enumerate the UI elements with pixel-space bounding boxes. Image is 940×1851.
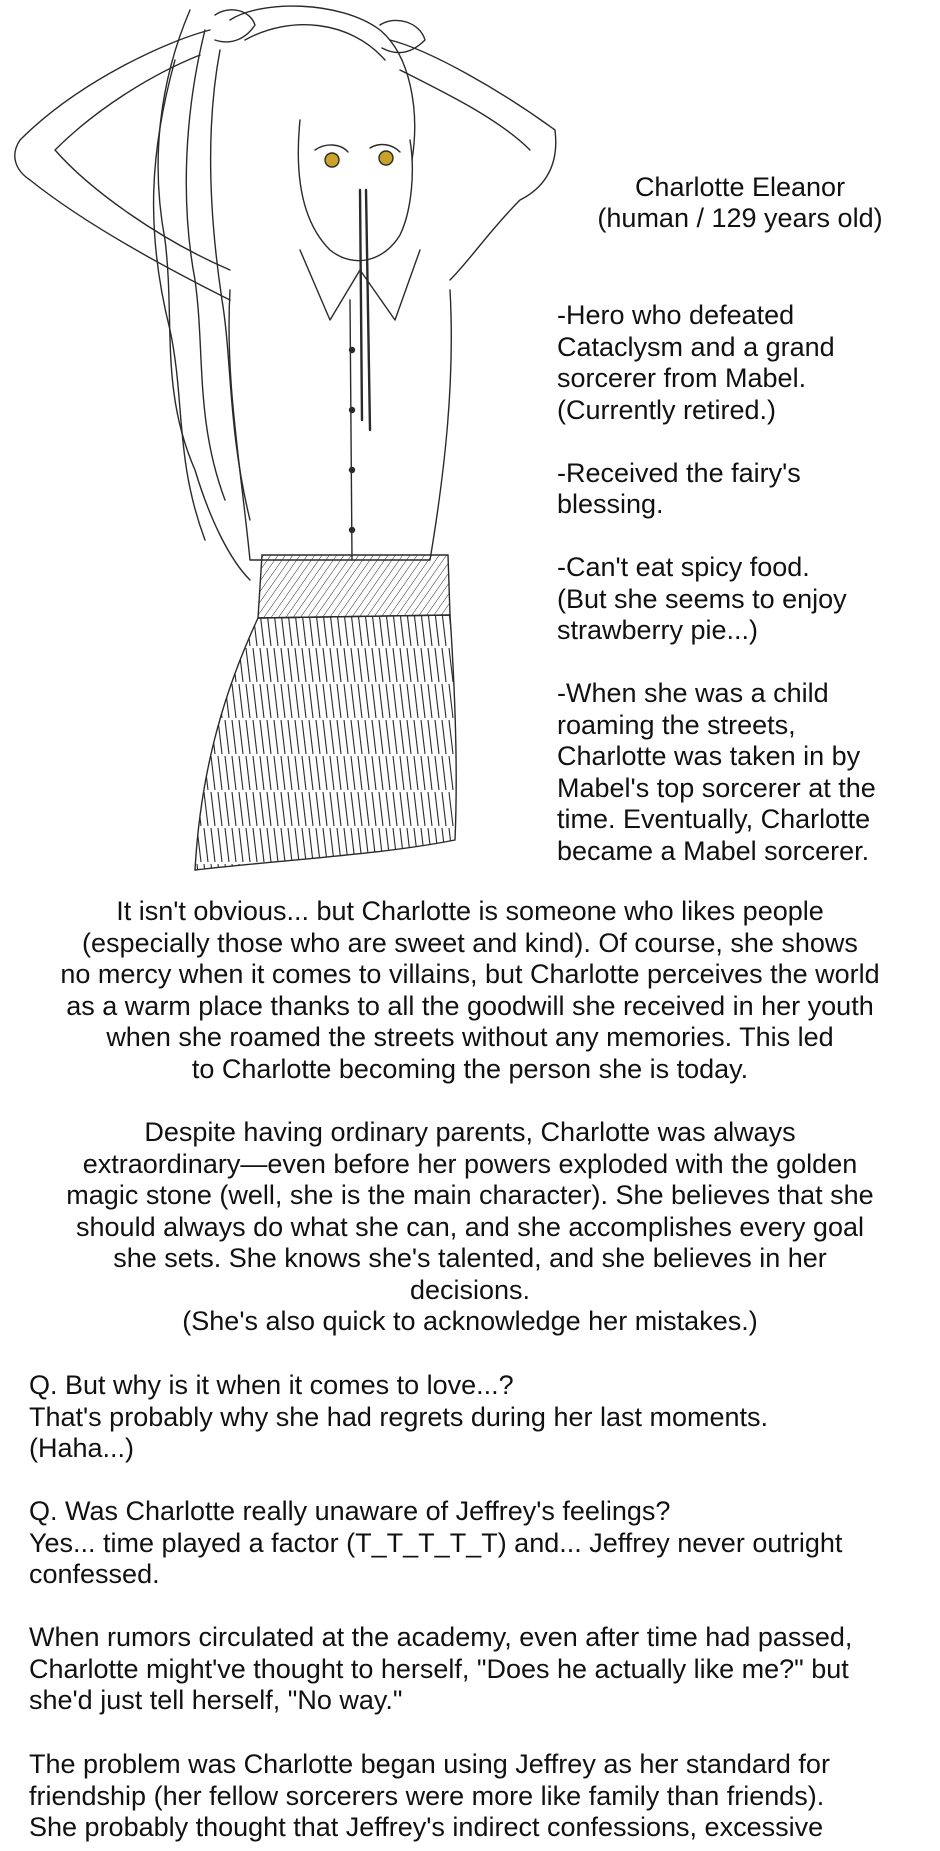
face-outline	[298, 120, 412, 261]
paragraph-extraordinary: Despite having ordinary parents, Charlotte was always extraordinary—even before her powers exploded with the golden magic stone (well, she is the main character). She believes that she should always do what she can, and she accomplishes every goal she sets. She knows she's talented, and she believes in her decisions. (She's also quick to acknowledge her mistakes.)	[66, 1117, 874, 1336]
character-name-block	[570, 172, 910, 234]
profile-note-hero: -Hero who defeated Cataclysm and a grand sorcerer from Mabel. (Currently retired.)	[557, 300, 835, 425]
paragraph-rumors: When rumors circulated at the academy, even after time had passed, Charlotte might've thought to herself, "Does he actually like me?" but she'd just tell herself, "No way."	[29, 1622, 853, 1715]
skirt	[195, 615, 456, 870]
right-eye	[379, 151, 393, 165]
left-eye	[325, 153, 339, 167]
right-arm	[390, 40, 556, 280]
paragraph-problem: The problem was Charlotte began using Jeffrey as her standard for friendship (her fellow sorcerers were more like family than friends). She probably thought that Jeffrey's indirect confessions, excessive	[29, 1749, 830, 1842]
hair-top	[230, 6, 415, 160]
character-subtitle: (human / 129 years old)	[597, 203, 883, 233]
qa-love: Q. But why is it when it comes to love...? That's probably why she had regrets during her last moments. (Haha...)	[29, 1370, 769, 1463]
skirt-waistband	[258, 555, 450, 618]
profile-notes	[557, 300, 932, 899]
hair-left-flow	[158, 10, 250, 580]
profile-note-blessing: -Received the fairy's blessing.	[557, 457, 801, 519]
left-arm	[15, 30, 230, 300]
character-illustration	[0, 0, 560, 880]
paragraph-likes-people: It isn't obvious... but Charlotte is someone who likes people (especially those who are sweet and kind). Of course, she shows no mercy when it comes to villains, but Charlotte perceives the world as a warm place thanks to all the goodwill she received in her youth when she roamed the streets without any memories. This led to Charlotte becoming the person she is today.	[60, 896, 880, 1084]
ribbon	[360, 190, 370, 430]
shirt-body	[229, 290, 451, 560]
qa-jeffrey: Q. Was Charlotte really unaware of Jeffrey's feelings? Yes... time played a factor (T_T_T_T_T) and... Jeffrey never outright confessed.	[29, 1496, 843, 1589]
profile-note-childhood: -When she was a child roaming the streets, Charlotte was taken in by Mabel's top sorcerer at the time. Eventually, Charlotte became a Mabel sorcerer.	[557, 678, 876, 866]
profile-note-food: -Can't eat spicy food. (But she seems to enjoy strawberry pie...)	[557, 552, 847, 645]
character-name: Charlotte Eleanor	[634, 172, 846, 202]
